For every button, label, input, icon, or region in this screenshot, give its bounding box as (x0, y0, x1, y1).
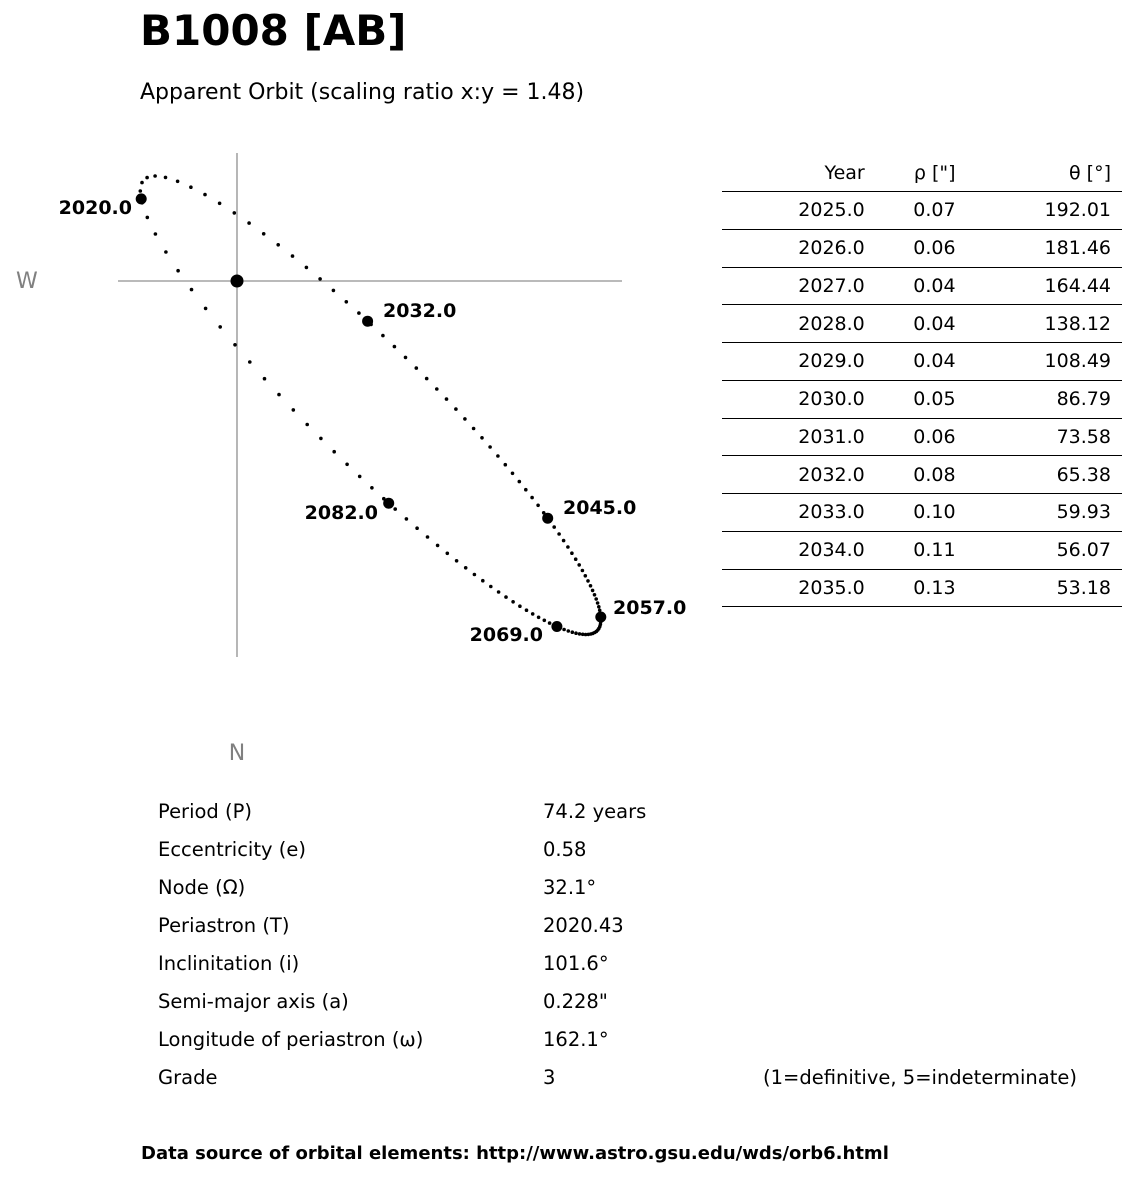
element-label: Periastron (T) (158, 914, 290, 937)
orbit-trace-dot (445, 397, 449, 401)
rho-cell: 0.11 (865, 531, 956, 569)
orbit-trace-dot (473, 573, 477, 577)
year-cell: 2027.0 (722, 267, 865, 305)
orbit-trace-dot (332, 289, 336, 293)
orbit-trace-dot (446, 552, 450, 556)
orbit-trace-dot (543, 619, 547, 623)
orbit-trace-dot (426, 535, 430, 539)
year-cell: 2029.0 (722, 343, 865, 381)
orbit-trace-dot (454, 407, 458, 411)
orbit-trace-dot (578, 632, 582, 636)
orbit-trace-dot (497, 590, 501, 594)
orbit-dots (139, 174, 603, 636)
rho-cell: 0.06 (865, 229, 956, 267)
orbit-trace-dot (511, 600, 515, 604)
year-cell: 2025.0 (722, 192, 865, 230)
orbit-trace-dot (415, 526, 419, 530)
orbit-trace-dot (154, 232, 158, 236)
orbit-trace-dot (591, 589, 595, 593)
year-column-header: Year (722, 155, 865, 192)
rho-cell: 0.04 (865, 305, 956, 343)
rho-cell: 0.07 (865, 192, 956, 230)
element-label: Inclinitation (i) (158, 952, 300, 975)
orbit-year-point (551, 621, 562, 632)
orbit-trace-dot (597, 605, 601, 609)
primary-star-dot (231, 275, 244, 288)
orbit-trace-dot (566, 545, 570, 549)
orbit-trace-dot (557, 532, 561, 536)
year-cell: 2033.0 (722, 494, 865, 532)
theta-cell: 65.38 (956, 456, 1122, 494)
orbit-plot (0, 0, 700, 790)
orbit-trace-dot (562, 539, 566, 543)
orbit-trace-dot (381, 334, 385, 338)
orbit-year-label: 2045.0 (563, 497, 637, 519)
year-cell: 2028.0 (722, 305, 865, 343)
rho-cell: 0.10 (865, 494, 956, 532)
orbit-trace-dot (248, 360, 252, 364)
orbit-trace-dot (277, 393, 281, 397)
orbit-trace-dot (393, 507, 397, 511)
element-value: 2020.43 (543, 914, 624, 937)
orbit-trace-dot (518, 480, 522, 484)
element-value: 32.1° (543, 876, 597, 899)
orbit-trace-dot (537, 616, 541, 620)
orbit-trace-dot (571, 630, 575, 634)
table-row (722, 456, 1122, 494)
plot-subtitle: Apparent Orbit (scaling ratio x:y = 1.48) (140, 80, 585, 105)
orbit-trace-dot (305, 266, 309, 270)
theta-cell: 53.18 (956, 569, 1122, 607)
rho-cell: 0.06 (865, 418, 956, 456)
year-cell: 2026.0 (722, 229, 865, 267)
orbit-year-label: 2032.0 (383, 300, 457, 322)
rho-cell: 0.13 (865, 569, 956, 607)
orbit-trace-dot (276, 243, 280, 247)
theta-cell: 56.07 (956, 531, 1122, 569)
orbit-trace-dot (318, 277, 322, 281)
orbit-trace-dot (511, 472, 515, 476)
orbit-trace-dot (233, 211, 237, 215)
table-row (722, 418, 1122, 456)
orbit-trace-dot (358, 475, 362, 479)
element-value: 3 (543, 1066, 556, 1089)
theta-cell: 138.12 (956, 305, 1122, 343)
element-value: 74.2 years (543, 800, 647, 823)
orbit-trace-dot (589, 584, 593, 588)
orbit-year-point (595, 612, 606, 623)
orbit-trace-dot (404, 356, 408, 360)
page-title: B1008 [AB] (140, 6, 407, 55)
orbit-trace-dot (574, 631, 578, 635)
orbit-trace-dot (464, 566, 468, 570)
orbit-year-label: 2082.0 (304, 502, 378, 524)
orbit-trace-dot (570, 551, 574, 555)
orbit-year-point (383, 498, 394, 509)
rho-cell: 0.04 (865, 343, 956, 381)
orbit-trace-dot (164, 176, 168, 180)
orbit-trace-dot (405, 517, 409, 521)
data-source-footer: Data source of orbital elements: http://www.astro.gsu.edu/wds/orb6.html (141, 1143, 889, 1164)
orbit-year-label: 2069.0 (469, 624, 543, 646)
theta-cell: 86.79 (956, 380, 1122, 418)
orbit-trace-dot (190, 288, 194, 292)
orbit-trace-dot (481, 579, 485, 583)
year-cell: 2031.0 (722, 418, 865, 456)
theta-cell: 164.44 (956, 267, 1122, 305)
orbit-trace-dot (586, 579, 590, 583)
year-cell: 2030.0 (722, 380, 865, 418)
orbit-trace-dot (357, 311, 361, 315)
orbit-trace-dot (415, 366, 419, 370)
element-label: Eccentricity (e) (158, 838, 306, 861)
grade-scale-note: (1=definitive, 5=indeterminate) (763, 1066, 1077, 1089)
rho-cell: 0.05 (865, 380, 956, 418)
year-cell: 2035.0 (722, 569, 865, 607)
table-row (722, 380, 1122, 418)
rho-cell: 0.08 (865, 456, 956, 494)
orbit-trace-dot (140, 181, 144, 185)
orbit-trace-dot (263, 377, 267, 381)
orbit-trace-dot (291, 254, 295, 258)
orbit-trace-dot (472, 427, 476, 431)
rho-cell: 0.04 (865, 267, 956, 305)
orbit-trace-dot (292, 408, 296, 412)
theta-cell: 59.93 (956, 494, 1122, 532)
table-row (722, 494, 1122, 532)
orbit-trace-dot (164, 250, 168, 254)
orbit-trace-dot (305, 423, 309, 427)
orbit-trace-dot (319, 437, 323, 441)
orbit-trace-dot (593, 593, 597, 597)
element-value: 101.6° (543, 952, 609, 975)
orbit-trace-dot (581, 633, 585, 637)
orbit-trace-dot (189, 185, 193, 189)
orbit-trace-dot (204, 307, 208, 311)
table-header-row (722, 155, 1122, 192)
orbit-trace-dot (203, 193, 207, 197)
orbit-trace-dot (488, 445, 492, 449)
theta-cell: 108.49 (956, 343, 1122, 381)
orbit-trace-dot (345, 463, 349, 467)
orbit-trace-dot (548, 621, 552, 625)
orbit-trace-dot (480, 436, 484, 440)
orbit-trace-dot (463, 417, 467, 421)
orbit-year-point (136, 193, 147, 204)
orbit-trace-dot (574, 557, 578, 561)
orbit-trace-dot (218, 202, 222, 206)
orbit-trace-dot (145, 176, 149, 180)
table-row (722, 229, 1122, 267)
element-label: Grade (158, 1066, 218, 1089)
orbit-trace-dot (530, 496, 534, 500)
orbit-trace-dot (176, 180, 180, 184)
north-axis-label: N (228, 741, 246, 766)
orbit-trace-dot (489, 585, 493, 589)
orbit-trace-dot (584, 574, 588, 578)
year-cell: 2034.0 (722, 531, 865, 569)
orbit-trace-dot (504, 595, 508, 599)
orbit-year-label: 2020.0 (58, 197, 132, 219)
orbit-trace-dot (332, 450, 336, 454)
orbit-trace-dot (435, 387, 439, 391)
orbit-trace-dot (345, 300, 349, 304)
orbit-trace-dot (425, 377, 429, 381)
orbit-trace-dot (524, 488, 528, 492)
orbit-trace-dot (176, 269, 180, 273)
element-value: 0.228" (543, 990, 608, 1013)
orbit-year-point (362, 316, 373, 327)
ephemeris-table (722, 155, 1122, 607)
orbit-trace-dot (153, 174, 157, 178)
orbit-trace-dot (393, 345, 397, 349)
orbit-trace-dot (577, 563, 581, 567)
orbit-trace-dot (536, 504, 540, 508)
orbit-trace-dot (596, 601, 600, 605)
west-axis-label: W (16, 269, 38, 294)
element-label: Node (Ω) (158, 876, 246, 899)
orbit-trace-dot (233, 343, 237, 347)
element-label: Period (P) (158, 800, 252, 823)
orbit-trace-dot (504, 463, 508, 467)
orbit-year-point (542, 513, 553, 524)
theta-column-header: θ [°] (956, 155, 1122, 192)
theta-cell: 192.01 (956, 192, 1122, 230)
orbit-trace-dot (139, 189, 143, 193)
orbit-year-label: 2057.0 (613, 597, 687, 619)
year-cell: 2032.0 (722, 456, 865, 494)
element-label: Semi-major axis (a) (158, 990, 349, 1013)
table-row (722, 192, 1122, 230)
table-row (722, 305, 1122, 343)
orbit-trace-dot (552, 525, 556, 529)
orbit-trace-dot (567, 629, 571, 633)
orbit-trace-dot (525, 608, 529, 612)
orbit-trace-dot (370, 486, 374, 490)
orbit-trace-dot (496, 454, 500, 458)
table-row (722, 531, 1122, 569)
orbit-trace-dot (247, 221, 251, 225)
element-value: 0.58 (543, 838, 587, 861)
orbit-trace-dot (518, 604, 522, 608)
orbit-trace-dot (581, 569, 585, 573)
orbit-trace-dot (531, 612, 535, 616)
theta-cell: 73.58 (956, 418, 1122, 456)
element-value: 162.1° (543, 1028, 609, 1051)
orbit-trace-dot (594, 597, 598, 601)
theta-cell: 181.46 (956, 229, 1122, 267)
table-row (722, 267, 1122, 305)
rho-column-header: ρ ["] (865, 155, 956, 192)
orbit-trace-dot (455, 559, 459, 563)
orbit-trace-dot (218, 325, 222, 329)
orbit-trace-dot (262, 232, 266, 236)
orbit-trace-dot (436, 544, 440, 548)
table-row (722, 343, 1122, 381)
orbit-trace-dot (146, 216, 150, 220)
orbit-trace-dot (562, 628, 566, 632)
element-label: Longitude of periastron (ω) (158, 1028, 424, 1051)
table-row (722, 569, 1122, 607)
